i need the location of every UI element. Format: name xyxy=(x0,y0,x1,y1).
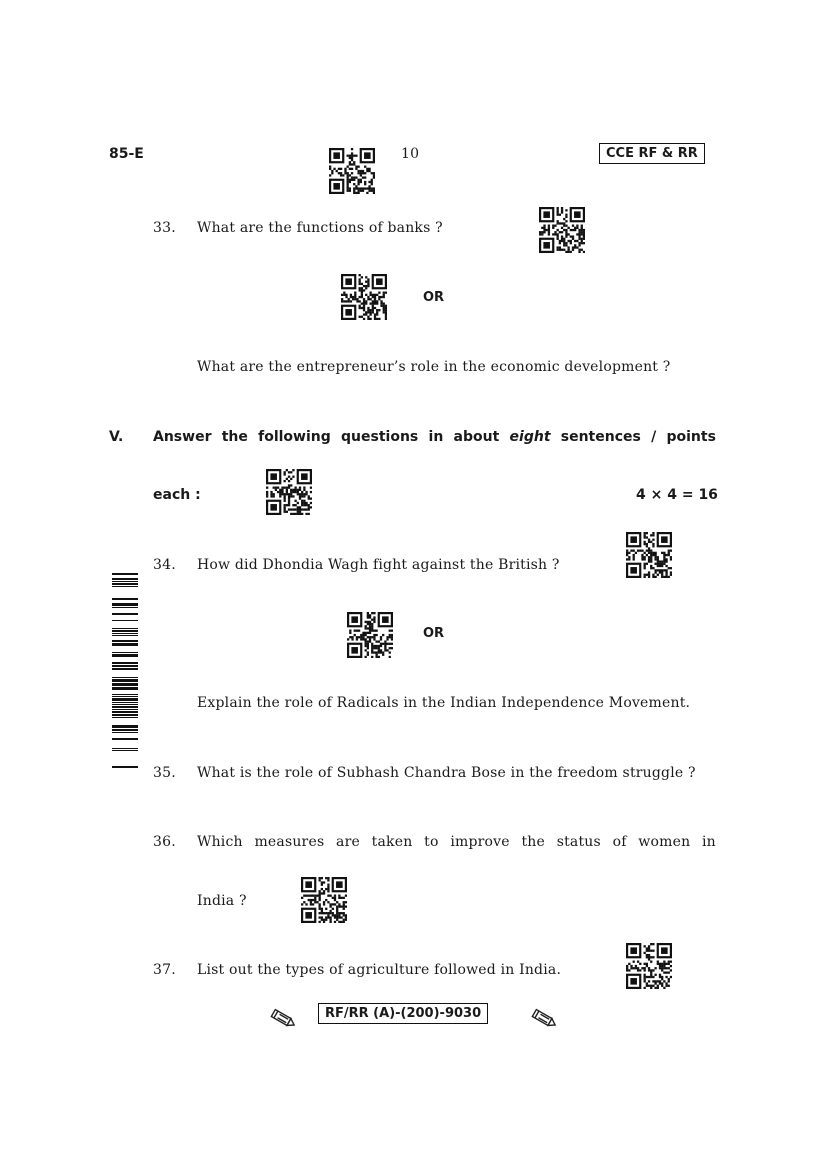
instruction-word: in xyxy=(428,429,444,445)
question-number: 35. xyxy=(153,765,176,781)
section-instruction xyxy=(153,429,716,445)
question-text: Explain the role of Radicals in the Indian Independence Movement. xyxy=(197,695,691,711)
qr-code-icon xyxy=(539,207,585,253)
question-word: in xyxy=(702,834,716,850)
question-number: 34. xyxy=(153,557,176,573)
instruction-word: points xyxy=(666,429,716,445)
question-text xyxy=(197,834,716,850)
question-word: status xyxy=(556,834,601,850)
qr-code-icon xyxy=(329,148,375,194)
qr-code-icon xyxy=(301,877,347,923)
question-word: Which xyxy=(197,834,243,850)
instruction-word-emphasis: eight xyxy=(509,429,551,445)
instruction-word: Answer xyxy=(153,429,212,445)
qr-code-icon xyxy=(347,612,393,658)
question-number: 36. xyxy=(153,834,176,850)
paper-code: 85-E xyxy=(109,146,144,162)
footer-code: RF/RR (A)-(200)-9030 xyxy=(318,1003,488,1024)
section-instruction-cont: each : xyxy=(153,487,201,503)
instruction-word: / xyxy=(651,429,657,445)
question-word: measures xyxy=(254,834,325,850)
series-badge: CCE RF & RR xyxy=(599,143,705,164)
instruction-word: questions xyxy=(341,429,419,445)
qr-code-icon xyxy=(626,943,672,989)
question-word: improve xyxy=(450,834,510,850)
question-number: 37. xyxy=(153,962,176,978)
pencil-icon xyxy=(527,1005,559,1031)
instruction-word: sentences xyxy=(560,429,641,445)
section-number: V. xyxy=(109,429,124,445)
qr-code-icon xyxy=(626,532,672,578)
page-number: 10 xyxy=(401,146,420,162)
question-word: women xyxy=(638,834,691,850)
question-number: 33. xyxy=(153,220,176,236)
question-word: taken xyxy=(371,834,413,850)
instruction-word: about xyxy=(453,429,500,445)
question-word: the xyxy=(521,834,545,850)
or-label: OR xyxy=(423,290,445,305)
question-text-cont: India ? xyxy=(197,893,247,909)
qr-code-icon xyxy=(266,469,312,515)
question-text: What are the entrepreneur’s role in the economic development ? xyxy=(197,359,671,375)
question-text: List out the types of agriculture followed in India. xyxy=(197,962,562,978)
instruction-word: following xyxy=(258,429,331,445)
instruction-word: the xyxy=(221,429,248,445)
question-text: What is the role of Subhash Chandra Bose in the freedom struggle ? xyxy=(197,765,696,781)
barcode-icon xyxy=(112,573,138,769)
question-word: to xyxy=(424,834,439,850)
pencil-icon xyxy=(266,1005,298,1031)
section-marks: 4 × 4 = 16 xyxy=(636,487,718,503)
question-text: What are the functions of banks ? xyxy=(197,220,443,236)
or-label: OR xyxy=(423,626,445,641)
question-word: of xyxy=(612,834,627,850)
question-word: are xyxy=(336,834,360,850)
qr-code-icon xyxy=(341,274,387,320)
question-text: How did Dhondia Wagh fight against the British ? xyxy=(197,557,560,573)
